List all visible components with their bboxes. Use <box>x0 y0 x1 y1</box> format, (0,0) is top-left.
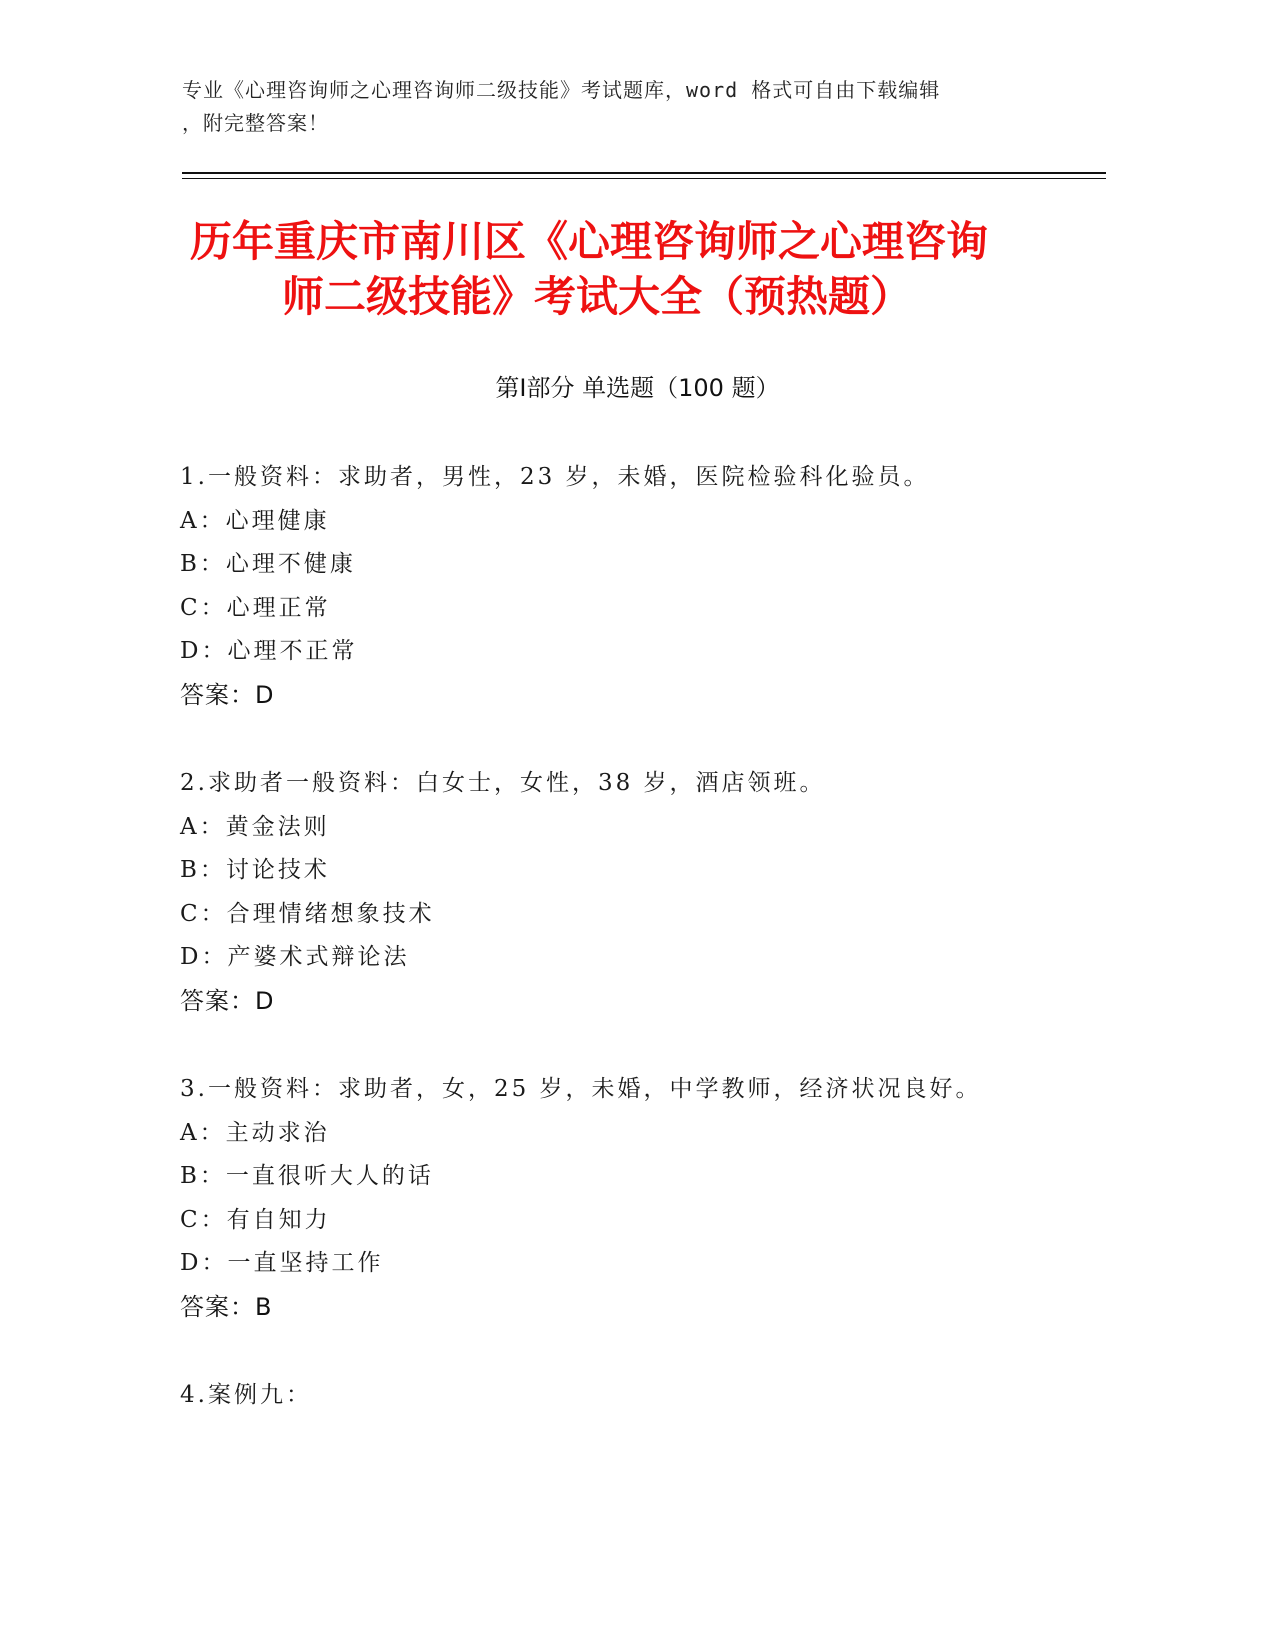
section-heading: 第Ⅰ部分 单选题（100 题） <box>495 374 780 402</box>
option-b: B：一直很听大人的话 <box>180 1163 434 1189</box>
option-a: A：黄金法则 <box>180 813 330 840</box>
header-note-line-2: ，附完整答案！ <box>182 111 329 135</box>
option-d: D：心理不正常 <box>180 638 358 664</box>
document-title-line-1: 历年重庆市南川区《心理咨询师之心理咨询 <box>190 217 989 266</box>
document-title <box>190 214 1050 324</box>
option-d: D：一直坚持工作 <box>180 1250 384 1276</box>
option-a: A：主动求治 <box>180 1119 330 1146</box>
question-3 <box>180 1068 1120 1329</box>
header-note-line-1: 专业《心理咨询师之心理咨询师二级技能》考试题库，word 格式可自由下载编辑 <box>182 78 941 102</box>
answer: 答案：B <box>180 1292 273 1321</box>
header-divider-thick <box>182 172 1106 174</box>
option-c: C：心理正常 <box>180 594 331 621</box>
question-stem: 2.求助者一般资料：白女士，女性，38 岁，酒店领班。 <box>180 770 826 796</box>
option-a: A：心理健康 <box>180 507 330 534</box>
header-note <box>182 74 1082 140</box>
question-1 <box>180 456 1120 717</box>
option-b: B：心理不健康 <box>180 551 356 577</box>
answer: 答案：D <box>180 680 275 709</box>
question-stem: 1.一般资料：求助者，男性，23 岁，未婚，医院检验科化验员。 <box>180 464 930 490</box>
question-list <box>180 456 1120 1463</box>
option-b: B：讨论技术 <box>180 857 330 883</box>
header-divider-thin <box>182 178 1106 179</box>
question-stem: 4.案例九： <box>180 1382 312 1408</box>
answer: 答案：D <box>180 986 275 1015</box>
question-4 <box>180 1374 1120 1418</box>
question-stem: 3.一般资料：求助者，女，25 岁，未婚，中学教师，经济状况良好。 <box>180 1076 982 1102</box>
option-c: C：有自知力 <box>180 1206 331 1233</box>
document-title-line-2: 师二级技能》考试大全（预热题） <box>282 272 913 321</box>
option-d: D：产婆术式辩论法 <box>180 944 410 970</box>
option-c: C：合理情绪想象技术 <box>180 900 435 927</box>
question-2 <box>180 762 1120 1023</box>
